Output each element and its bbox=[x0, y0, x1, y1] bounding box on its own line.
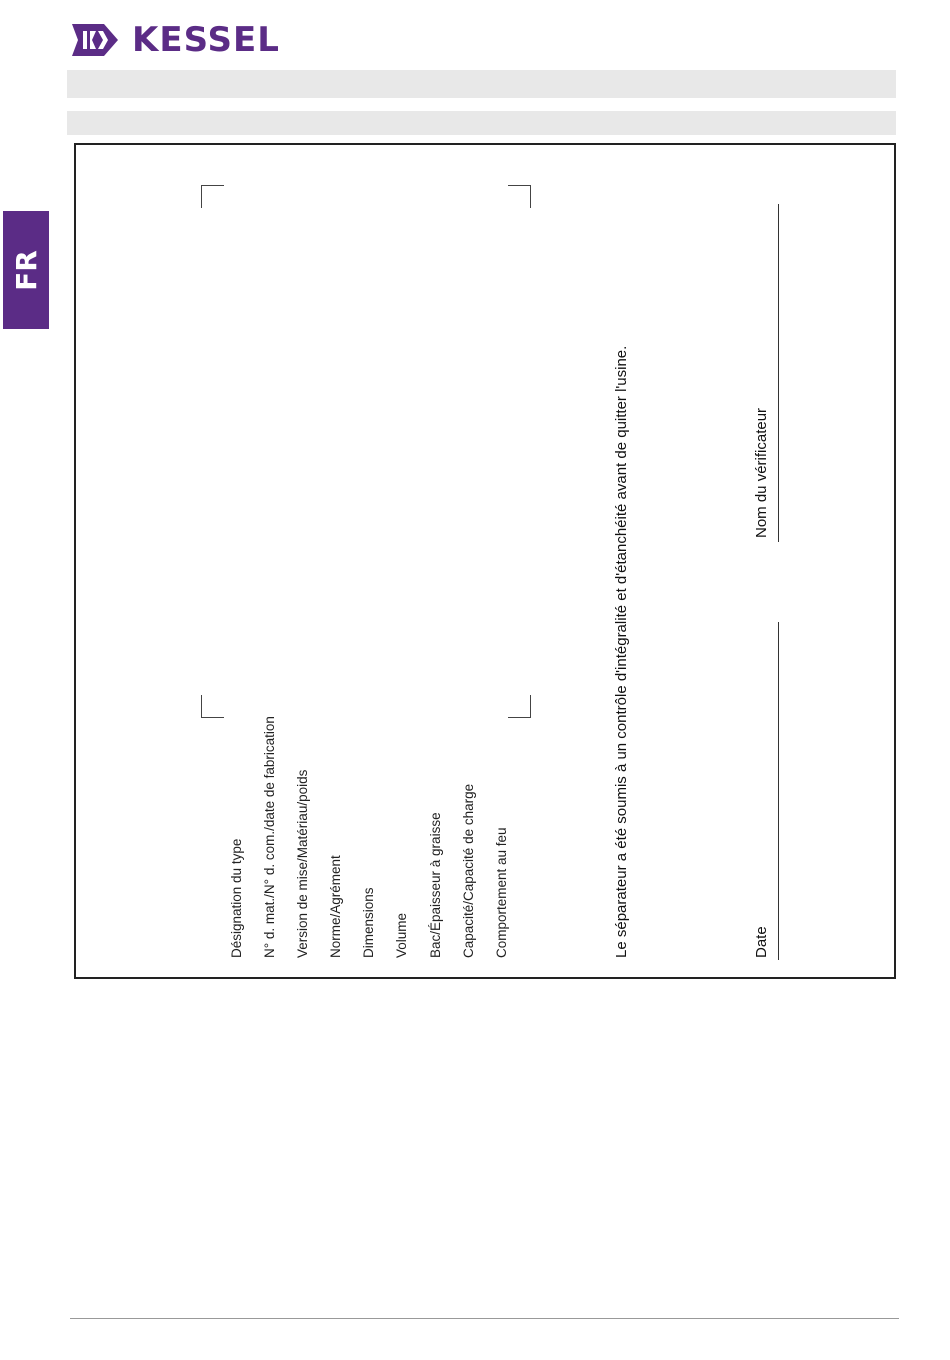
field-grease-tank: Bac/Épaisseur à graisse bbox=[428, 812, 443, 958]
field-fire-behaviour: Comportement au feu bbox=[494, 827, 509, 958]
field-standard-approval: Norme/Agrément bbox=[328, 855, 343, 958]
plate-corner-mark bbox=[201, 185, 224, 208]
header-bar-top bbox=[67, 70, 896, 98]
inspection-statement: Le séparateur a été soumis à un contrôle d'intégralité et d'étanchéité avant de quitter l'usine. bbox=[613, 345, 630, 958]
field-material-order-date: N° d. mat./N° d. com./date de fabrication bbox=[262, 716, 277, 958]
kessel-k-logo-icon bbox=[70, 22, 122, 58]
header-bar-bottom bbox=[67, 111, 896, 135]
field-version-material-weight: Version de mise/Matériau/poids bbox=[295, 769, 310, 958]
field-type-designation: Désignation du type bbox=[229, 838, 244, 958]
date-label: Date bbox=[753, 926, 770, 958]
plate-corner-mark bbox=[508, 695, 531, 718]
brand-name: KESSEL bbox=[132, 20, 280, 60]
inspector-signature-line bbox=[778, 204, 779, 542]
type-plate-form bbox=[74, 143, 896, 979]
field-dimensions: Dimensions bbox=[361, 887, 376, 958]
language-tab bbox=[3, 211, 49, 329]
plate-corner-mark bbox=[201, 695, 224, 718]
date-signature-line bbox=[778, 622, 779, 960]
inspector-name-label: Nom du vérificateur bbox=[753, 407, 770, 538]
footer-rule bbox=[70, 1318, 899, 1319]
plate-corner-mark bbox=[508, 185, 531, 208]
kessel-logo bbox=[70, 20, 280, 60]
language-tab-label: FR bbox=[9, 249, 43, 291]
field-capacity: Capacité/Capacité de charge bbox=[461, 783, 476, 958]
field-volume: Volume bbox=[394, 912, 409, 958]
